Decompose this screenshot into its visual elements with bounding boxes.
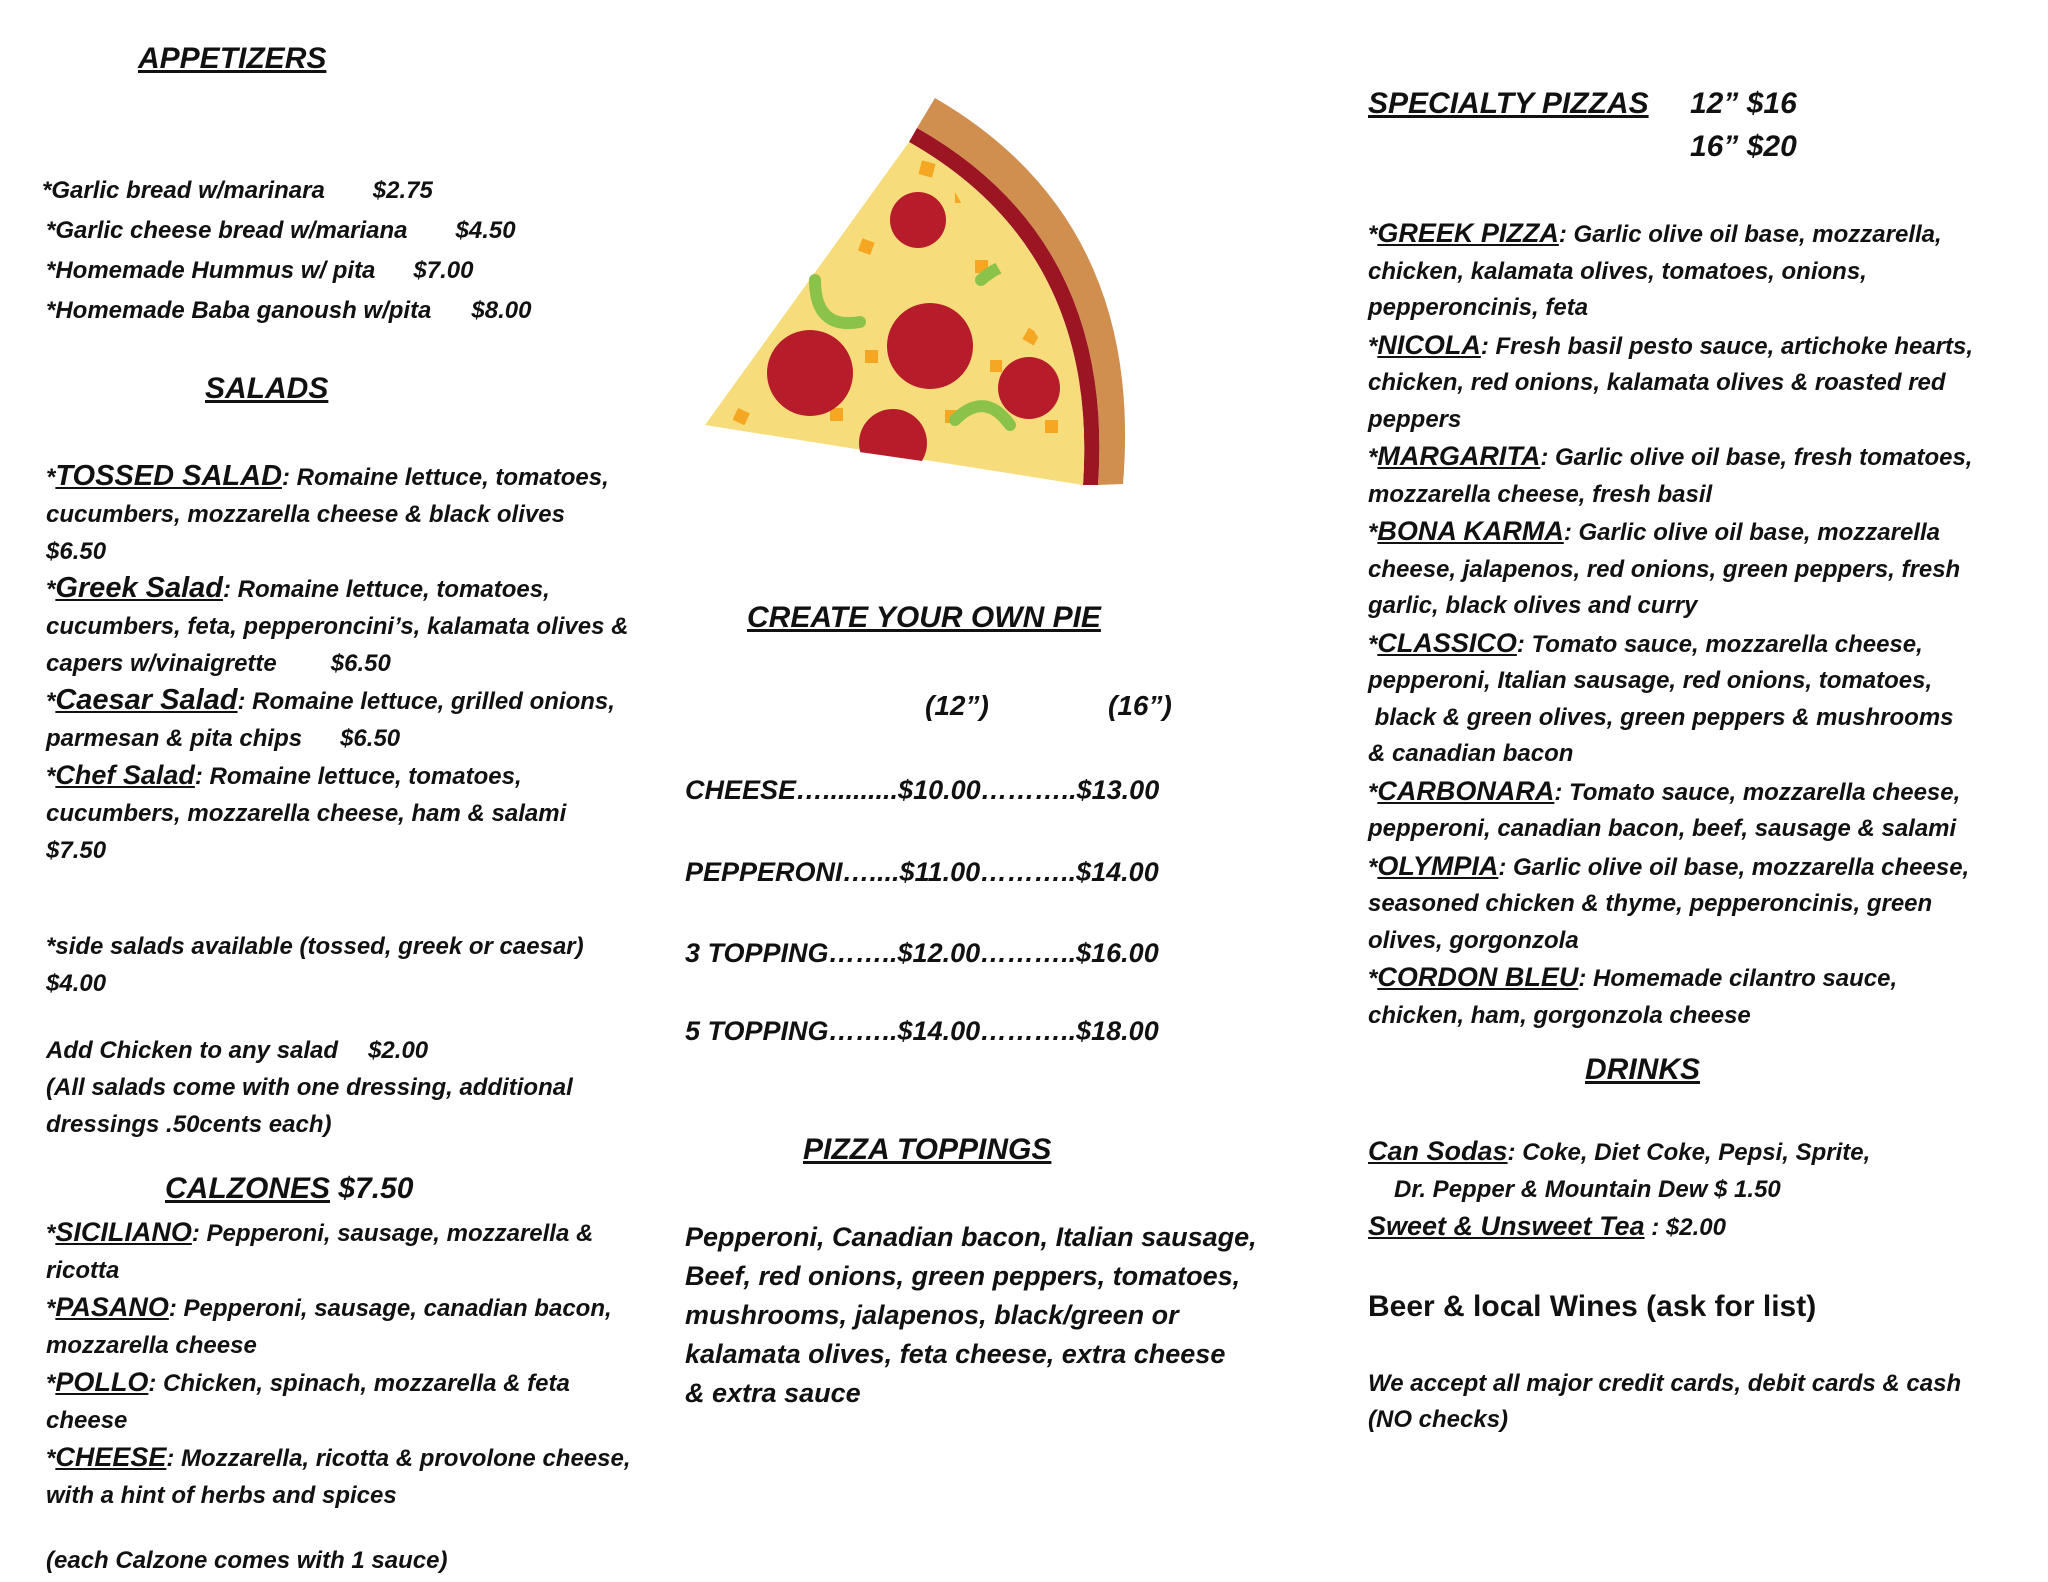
pie-price-row: 3 TOPPING……..$12.00………..$16.00 bbox=[685, 938, 1159, 968]
salad-item: *Chef Salad: Romaine lettuce, tomatoes, cucumbers, mozzarella cheese, ham & salami $7.50 bbox=[46, 760, 567, 864]
salad-item: *Caesar Salad: Romaine lettuce, grilled onions, parmesan & pita chips $6.50 bbox=[46, 684, 615, 752]
calzone-item: *PASANO: Pepperoni, sausage, canadian bacon, mozzarella cheese bbox=[46, 1292, 612, 1359]
specialty-item: *GREEK PIZZA: Garlic olive oil base, mozzarella, chicken, kalamata olives, tomatoes, onions, pepperoncinis, feta bbox=[1368, 218, 1942, 321]
salad-name: Caesar Salad bbox=[55, 684, 238, 716]
pie-price-row: CHEESE…..........$10.00………..$13.00 bbox=[685, 775, 1160, 805]
size-12-label: (12”) bbox=[925, 690, 989, 721]
specialty-item: *OLYMPIA: Garlic olive oil base, mozzarella cheese, seasoned chicken & thyme, pepperoncinis, green olives, gorgonzola bbox=[1368, 850, 1970, 954]
pie-price-row: PEPPERONI…....$11.00………..$14.00 bbox=[685, 857, 1159, 887]
specialty-item: *CLASSICO: Tomato sauce, mozzarella cheese, pepperoni, Italian sausage, red onions, tomatoes, black & green olives, green peppers & mushrooms & canadian bacon bbox=[1368, 627, 1954, 767]
calzones-heading: CALZONES $7.50 bbox=[165, 1172, 414, 1205]
salads-heading: SALADS bbox=[205, 372, 329, 405]
create-pie-heading: CREATE YOUR OWN PIE bbox=[747, 601, 1101, 634]
salad-notes: *side salads available (tossed, greek or caesar) $4.00 bbox=[46, 933, 584, 997]
drinks-list bbox=[1368, 1133, 2038, 1247]
appetizers-heading: APPETIZERS bbox=[138, 42, 327, 75]
salad-name: TOSSED SALAD bbox=[55, 460, 283, 492]
appetizer-item: *Garlic cheese bread w/mariana $4.50 bbox=[46, 217, 516, 244]
specialty-price-12: 12” $16 bbox=[1690, 87, 1797, 120]
salad-item: *TOSSED SALAD: Romaine lettuce, tomatoes, cucumbers, mozzarella cheese & black olives $6.50 bbox=[46, 460, 609, 565]
drinks-heading: DRINKS bbox=[1585, 1053, 1701, 1086]
toppings-list: Pepperoni, Canadian bacon, Italian sausage, Beef, red onions, green peppers, tomatoes, mushrooms, jalapenos, black/green or kalamata olives, feta cheese, extra cheese & extra sauce bbox=[685, 1222, 1257, 1408]
salad-chicken-note: Add Chicken to any salad $2.00 (All salads come with one dressing, additional dressings .50cents each) bbox=[46, 1037, 573, 1138]
calzone-item: *POLLO: Chicken, spinach, mozzarella & feta cheese bbox=[46, 1367, 570, 1434]
pizza-slice-icon bbox=[705, 90, 1145, 490]
calzone-item: *CHEESE: Mozzarella, ricotta & provolone cheese, with a hint of herbs and spices bbox=[46, 1442, 631, 1509]
salads-list bbox=[46, 458, 686, 869]
drink-tea: Sweet & Unsweet Tea : $2.00 bbox=[1368, 1211, 1726, 1241]
specialty-heading: SPECIALTY PIZZAS bbox=[1368, 87, 1649, 120]
toppings-heading: PIZZA TOPPINGS bbox=[803, 1133, 1052, 1166]
calzone-sauce-note: (each Calzone comes with 1 sauce) bbox=[46, 1547, 448, 1574]
payment-note: We accept all major credit cards, debit cards & cash (NO checks) bbox=[1368, 1370, 1962, 1433]
specialty-item: *NICOLA: Fresh basil pesto sauce, artichoke hearts, chicken, red onions, kalamata olives & roasted red peppers bbox=[1368, 329, 1974, 433]
appetizer-item: *Homemade Hummus w/ pita $7.00 bbox=[46, 257, 474, 284]
specialty-list bbox=[1368, 215, 2038, 1034]
salad-name: Greek Salad bbox=[55, 572, 223, 604]
beer-wine-note: Beer & local Wines (ask for list) bbox=[1368, 1290, 1817, 1323]
appetizer-item: *Garlic bread w/marinara $2.75 bbox=[42, 177, 433, 204]
specialty-item: *CORDON BLEU: Homemade cilantro sauce, chicken, ham, gorgonzola cheese bbox=[1368, 962, 1898, 1029]
salad-item: *Greek Salad: Romaine lettuce, tomatoes, cucumbers, feta, pepperoncini’s, kalamata olives & capers w/vinaigrette $6.50 bbox=[46, 572, 629, 677]
drink-sodas: Can Sodas: Coke, Diet Coke, Pepsi, Sprite, bbox=[1368, 1136, 1871, 1166]
specialty-item: *CARBONARA: Tomato sauce, mozzarella cheese, pepperoni, canadian bacon, beef, sausage & salami bbox=[1368, 775, 1961, 842]
specialty-price-16: 16” $20 bbox=[1690, 130, 1797, 163]
calzones-list bbox=[46, 1214, 706, 1514]
appetizer-item: *Homemade Baba ganoush w/pita $8.00 bbox=[46, 297, 532, 324]
specialty-item: *MARGARITA: Garlic olive oil base, fresh tomatoes, mozzarella cheese, fresh basil bbox=[1368, 441, 1973, 508]
size-16-label: (16”) bbox=[1108, 690, 1172, 721]
salad-name: Chef Salad bbox=[55, 760, 195, 790]
calzone-item: *SICILIANO: Pepperoni, sausage, mozzarella & ricotta bbox=[46, 1217, 594, 1284]
specialty-item: *BONA KARMA: Garlic olive oil base, mozzarella cheese, jalapenos, red onions, green peppers, fresh garlic, black olives and curry bbox=[1368, 516, 1961, 619]
drink-sodas-cont: Dr. Pepper & Mountain Dew $ 1.50 bbox=[1394, 1175, 1781, 1203]
pie-price-row: 5 TOPPING……..$14.00………..$18.00 bbox=[685, 1016, 1159, 1046]
